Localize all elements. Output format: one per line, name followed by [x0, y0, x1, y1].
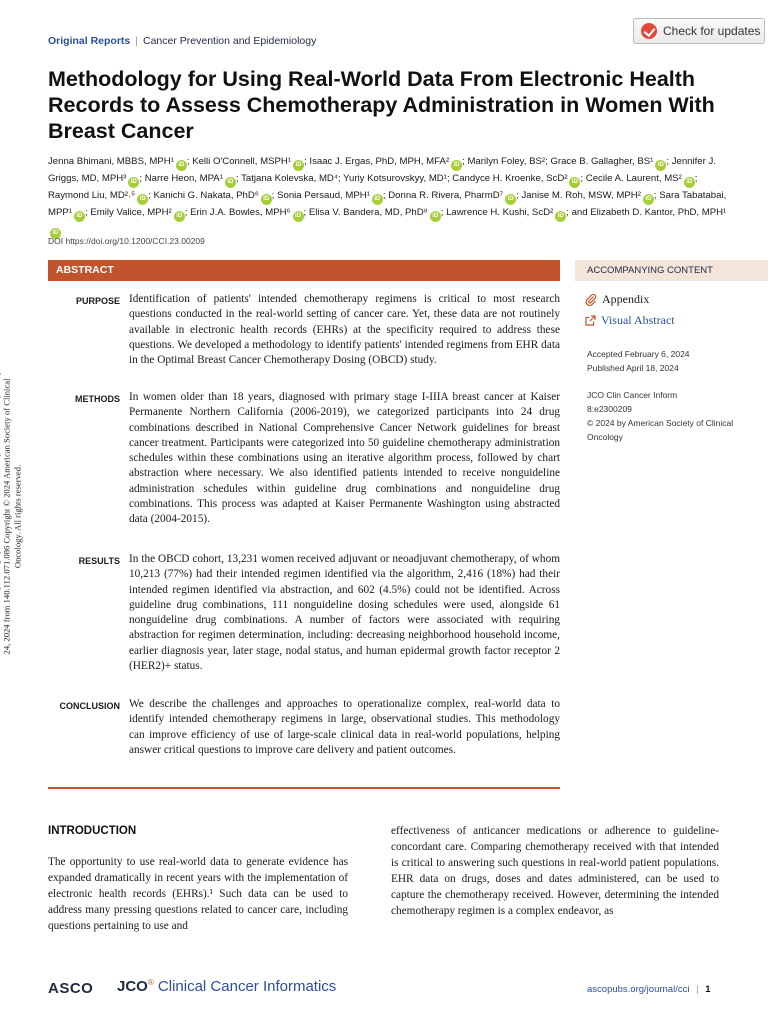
author-name: Marilyn Foley, BS²: [467, 156, 546, 167]
author-name: Isaac J. Ergas, PhD, MPH, MFA²: [309, 156, 450, 167]
doi-link[interactable]: DOI https://doi.org/10.1200/CCI.23.00209: [48, 236, 205, 246]
author-name: Narre Heon, MPA¹: [144, 173, 223, 184]
orcid-icon[interactable]: iD: [74, 211, 85, 222]
appendix-link[interactable]: [585, 292, 649, 307]
orcid-icon[interactable]: iD: [261, 194, 272, 205]
visual-abstract-label: Visual Abstract: [601, 313, 675, 327]
journal-url-link[interactable]: ascopubs.org/journal/cci: [587, 984, 690, 995]
registered-mark: ®: [147, 978, 154, 987]
orcid-icon[interactable]: iD: [137, 194, 148, 205]
author-name: Candyce H. Kroenke, ScD²: [452, 173, 568, 184]
author-name: Lawrence H. Kushi, ScD²: [446, 207, 554, 218]
check-for-updates-button[interactable]: [633, 18, 765, 44]
author-name: Erin J.A. Bowles, MPH⁶: [190, 207, 291, 218]
author-name: Sara Tabatabai, MPP¹: [48, 190, 727, 218]
orcid-icon[interactable]: iD: [569, 177, 580, 188]
author-name: Raymond Liu, MD²˒⁵: [48, 190, 136, 201]
orcid-icon[interactable]: iD: [293, 160, 304, 171]
citation-info: [587, 388, 757, 444]
article-category-line: Original Reports | Cancer Prevention and Epidemiology: [48, 35, 317, 47]
purpose-text: Identification of patients' intended chemotherapy regimens is critical to most research questions conducted in the real-world setting of cancer care. Yet, these data are not routinely available in electronic health records (EHRs) at the specificity required to address these questions. We developed a methodology to identify patients' intended regimens from EHR data in the Optimal Breast Cancer Chemotherapy Dosing (OBCD) study.: [129, 293, 560, 367]
author-name: Donna R. Rivera, PharmD⁷: [388, 190, 504, 201]
footer-separator: |: [696, 984, 699, 995]
jco-wordmark: JCO: [117, 978, 148, 995]
conclusion-label: CONCLUSION: [59, 701, 120, 711]
section-link[interactable]: Original Reports: [48, 35, 131, 47]
author-name: Yuriy Kotsurovskyy, MD¹: [343, 173, 447, 184]
author-name: Janise M. Roh, MSW, MPH²: [521, 190, 641, 201]
journal-name: Clinical Cancer Informatics: [157, 978, 337, 995]
author-name: Elizabeth D. Kantor, PhD, MPH¹: [590, 207, 727, 218]
footer-url-line: [587, 984, 711, 995]
orcid-icon[interactable]: iD: [655, 160, 666, 171]
conclusion-text: We describe the challenges and approaches to operationalize complex, real-world data to identify intended chemotherapy regimens in large, observational studies. This methodology can improve efficiency of use of large-scale clinical data in real-world populations, helping answer critical questions to improve care delivery and patient outcomes.: [129, 698, 560, 756]
orcid-icon[interactable]: iD: [643, 194, 654, 205]
orcid-icon[interactable]: iD: [555, 211, 566, 222]
abstract-divider: [48, 787, 560, 789]
external-link-icon: [585, 315, 596, 326]
orcid-icon[interactable]: iD: [505, 194, 516, 205]
orcid-icon[interactable]: iD: [174, 211, 185, 222]
orcid-icon[interactable]: iD: [128, 177, 139, 188]
accompanying-content-heading: ACCOMPANYING CONTENT: [575, 260, 768, 281]
crossmark-icon: [641, 23, 657, 39]
introduction-heading: INTRODUCTION: [48, 825, 137, 837]
orcid-icon[interactable]: iD: [50, 228, 61, 239]
methods-label: METHODS: [75, 394, 120, 404]
article-title: Methodology for Using Real-World Data From Electronic Health Records to Assess Chemotherapy Administration in Women With Breast Cancer: [48, 67, 715, 143]
download-notice: 24, 2024 from 140.112.071.086 Copyright © 2024 American Society of Clinical Oncology. All rights reserved.: [1, 378, 23, 655]
orcid-icon[interactable]: iD: [293, 211, 304, 222]
orcid-icon[interactable]: iD: [430, 211, 441, 222]
check-for-updates-label: Check for updates: [663, 24, 761, 38]
author-name: Kanichi G. Nakata, PhD⁶: [153, 190, 259, 201]
journal-abbrev: JCO Clin Cancer Inform: [587, 390, 678, 400]
journal-logo: [117, 978, 336, 995]
paperclip-icon: [585, 293, 597, 306]
author-name: Kelli O'Connell, MSPH¹: [192, 156, 292, 167]
results-label: RESULTS: [78, 556, 120, 566]
author-list: Jenna Bhimani, MBBS, MPH¹ iD ; Kelli O'Connell, MSPH¹ iD ; Isaac J. Ergas, PhD, MPH, MFA² iD ; Marilyn Foley, BS²; Grace B. Gallagher, BS¹ iD ; Jennifer J. Griggs, MD, MPH³ iD ; Narre Heon, MPA¹ iD ; Tatjana Kolevska, MD⁴; Yuriy Kotsurovskyy, MD¹; Candyce H. Kroenke, ScD² iD ; Cecile A. Laurent, MS² iD ; Raymond Liu, MD²˒⁵ iD ; Kanichi G. Nakata, PhD⁶ iD ; Sonia Persaud, MPH¹ iD ; Donna R. Rivera, PharmD⁷ iD ; Janise M. Roh, MSW, MPH² iD ; Sara Tabatabai, MPP¹ iD ; Emily Valice, MPH² iD ; Erin J.A. Bowles, MPH⁶ iD ; Elisa V. Bandera, MD, PhD⁸ iD ; Lawrence H. Kushi, ScD² iD ; and Elizabeth D. Kantor, PhD, MPH¹iD: [48, 154, 728, 239]
author-name: Grace B. Gallagher, BS¹: [550, 156, 654, 167]
appendix-label: Appendix: [602, 292, 650, 306]
orcid-icon[interactable]: iD: [684, 177, 695, 188]
author-name: Emily Valice, MPH²: [90, 207, 172, 218]
author-name: Jennifer J. Griggs, MD, MPH³: [48, 156, 716, 184]
author-name: Cecile A. Laurent, MS²: [585, 173, 682, 184]
visual-abstract-link[interactable]: [585, 313, 675, 328]
author-name: Tatjana Kolevska, MD⁴: [241, 173, 338, 184]
introduction-col2: effectiveness of anticancer medications or adherence to guideline-concordant care. Comparing chemotherapy received with that intended is critical to answering such questions in real-world patient populations. EHR data on drugs, doses and dates administered, can be used to capture the chemotherapy received. However, determining the intended chemotherapy regimen is a complex endeavor, as: [391, 825, 719, 917]
results-text: In the OBCD cohort, 13,231 women received adjuvant or neoadjuvant chemotherapy, of whom 10,213 (77%) had their intended regimen identified via the algorithm, 2,416 (18%) had their intended regimen identified via abstraction, and 602 (4.5%) could not be identified. Across guideline drug combinations, 111 nonguideline dosing schedules were used, alongside 61 nonguideline drug combinations. A number of factors were associated with requiring abstraction for regimen determination, including: decreasing neighborhood household income, earlier diagnosis year, later stage, nodal status, and human epidermal growth factor receptor 2 (HER2)+ status.: [129, 553, 560, 673]
orcid-icon[interactable]: iD: [176, 160, 187, 171]
orcid-icon[interactable]: iD: [372, 194, 383, 205]
page-number: 1: [705, 984, 711, 995]
author-name: Elisa V. Bandera, MD, PhD⁸: [308, 207, 428, 218]
orcid-icon[interactable]: iD: [451, 160, 462, 171]
author-name: Jenna Bhimani, MBBS, MPH¹: [48, 156, 174, 167]
introduction-col1: The opportunity to use real-world data to generate evidence has expanded dramatically in recent years with the implementation of electronic health records (EHRs).¹ Such data can be used to address many pressing questions related to cancer care, including questions pertaining to use and: [48, 856, 348, 932]
copyright-notice: © 2024 by American Society of Clinical Oncology: [587, 418, 734, 442]
abstract-heading: ABSTRACT: [48, 260, 560, 281]
author-name: Sonia Persaud, MPH¹: [277, 190, 370, 201]
article-id: 8:e2300209: [587, 404, 632, 414]
published-date: Published April 18, 2024: [587, 363, 679, 373]
category-label: Cancer Prevention and Epidemiology: [143, 35, 317, 47]
methods-text: In women older than 18 years, diagnosed with primary stage I-IIIA breast cancer at Kaiser Permanente Northern California (2006-2019), we categorized participants into 24 drug combinations described in National Comprehensive Cancer Network guidelines for breast cancer treatment. Participants were categorized into 50 guideline chemotherapy administration schedules within these combinations using an iterative algorithm process, followed by chart abstraction where necessary. We also identified patients intended to receive nonguideline administration schedules within guideline drug combinations and nonguideline drug combinations. This process was adapted at Kaiser Permanente Washington using abstracted data (2004-2015).: [129, 391, 560, 526]
purpose-label: PURPOSE: [75, 296, 120, 306]
accepted-date: Accepted February 6, 2024: [587, 349, 690, 359]
asco-logo: ASCO: [48, 980, 94, 997]
publication-dates: [587, 347, 757, 375]
orcid-icon[interactable]: iD: [225, 177, 236, 188]
